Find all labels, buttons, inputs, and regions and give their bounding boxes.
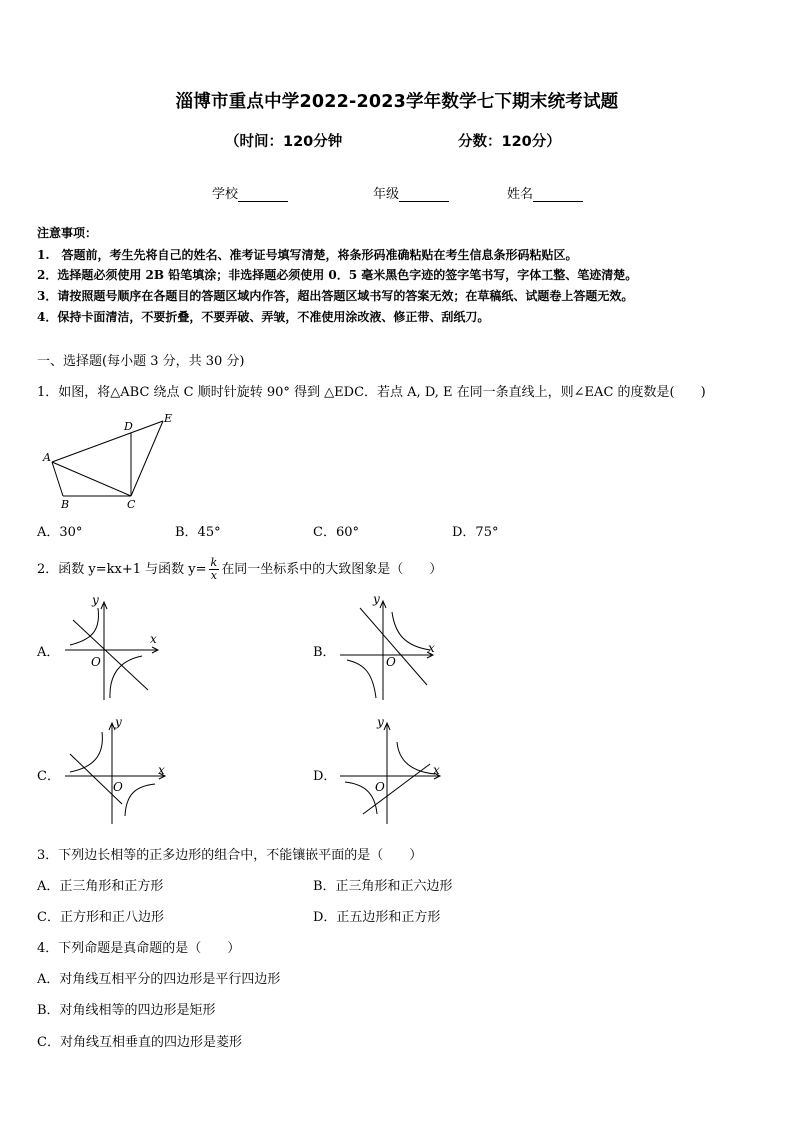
notice-item: 1. 答题前，考生先将自己的姓名、准考证号填写清楚，将条形码准确粘贴在考生信息条形码粘贴区。 <box>37 248 578 262</box>
question-4-text: 4．下列命题是真命题的是（ ） <box>37 941 241 956</box>
grade-field <box>373 183 449 202</box>
fraction-denominator: x <box>210 569 217 582</box>
notice-heading: 注意事项： <box>37 226 98 240</box>
q4-option-b[interactable]: B．对角线相等的四边形是矩形 <box>37 1003 216 1018</box>
x-axis-label: x <box>433 763 440 777</box>
q3-option-c[interactable]: C．正方形和正八边形 <box>37 910 164 925</box>
y-axis-label: y <box>92 593 99 607</box>
grade-blank[interactable] <box>399 188 449 202</box>
graph-a <box>60 590 170 705</box>
section-title: 一、选择题(每小题 3 分，共 30 分) <box>37 354 245 369</box>
q2-text-part: 在同一坐标系中的大致图象是（ ） <box>221 562 443 577</box>
point-label: C <box>127 498 136 511</box>
point-label: A <box>43 451 51 464</box>
notice-item: 4．保持卡面清洁，不要折叠，不要弄破、弄皱，不准使用涂改液、修正带、刮纸刀。 <box>37 310 490 324</box>
question-3-text: 3．下列边长相等的正多边形的组合中，不能镶嵌平面的是（ ） <box>37 848 423 863</box>
exam-score: 分数：120分） <box>458 134 561 150</box>
q2-option-c[interactable]: C． <box>37 769 60 784</box>
q2-option-a[interactable]: A． <box>37 645 60 660</box>
y-axis-label: y <box>377 715 384 729</box>
q3-option-d[interactable]: D．正五边形和正方形 <box>313 910 441 925</box>
graph-b <box>335 590 445 705</box>
q2-option-d[interactable]: D． <box>313 769 337 784</box>
q4-option-a[interactable]: A．对角线互相平分的四边形是平行四边形 <box>37 972 281 987</box>
school-field <box>212 183 288 202</box>
q1-option-b[interactable]: B．45° <box>175 525 221 540</box>
page-title: 淄博市重点中学2022-2023学年数学七下期末统考试题 <box>175 92 619 112</box>
q3-option-a[interactable]: A．正三角形和正方形 <box>37 879 164 894</box>
rotation-triangle-diagram <box>30 408 190 514</box>
fraction-numerator: k <box>210 556 218 569</box>
origin-label: O <box>375 780 385 794</box>
q1-option-c[interactable]: C．60° <box>313 525 359 540</box>
y-axis-label: y <box>115 715 122 729</box>
name-label: 姓名 <box>507 187 534 202</box>
question-2-text <box>37 557 442 582</box>
notice-item: 3．请按照题号顺序在各题目的答题区域内作答，超出答题区域书写的答案无效；在草稿纸、试题卷上答题无效。 <box>37 289 634 303</box>
q1-option-d[interactable]: D．75° <box>452 525 499 540</box>
q2-option-b[interactable]: B． <box>313 645 336 660</box>
q2-text-part: 2．函数 y=kx+1 与函数 y= <box>37 562 207 577</box>
q1-option-a[interactable]: A．30° <box>37 525 83 540</box>
origin-label: O <box>113 780 123 794</box>
graph-c <box>60 714 170 829</box>
q3-option-b[interactable]: B．正三角形和正六边形 <box>313 879 453 894</box>
school-blank[interactable] <box>238 188 288 202</box>
origin-label: O <box>91 655 101 669</box>
point-label: E <box>164 412 173 425</box>
point-label: D <box>124 420 133 433</box>
origin-label: O <box>386 655 396 669</box>
name-field <box>507 183 583 202</box>
name-blank[interactable] <box>533 188 583 202</box>
x-axis-label: x <box>158 763 165 777</box>
y-axis-label: y <box>373 592 380 606</box>
point-label: B <box>61 498 70 511</box>
q4-option-c[interactable]: C．对角线互相垂直的四边形是菱形 <box>37 1035 242 1050</box>
x-axis-label: x <box>428 641 435 655</box>
grade-label: 年级 <box>373 187 400 202</box>
notice-item: 2．选择题必须使用 2B 铅笔填涂；非选择题必须使用 0．5 毫米黑色字迹的签字笔书写，字体工整、笔迹清楚。 <box>37 268 638 282</box>
school-label: 学校 <box>212 187 239 202</box>
question-1-text: 1．如图，将△ABC 绕点 C 顺时针旋转 90° 得到 △EDC．若点 A, D, E 在同一条直线上，则∠EAC 的度数是( ) <box>37 385 706 400</box>
exam-time: （时间：120分钟 <box>225 134 343 150</box>
graph-d <box>335 714 445 829</box>
fraction <box>209 557 220 582</box>
x-axis-label: x <box>150 632 157 646</box>
